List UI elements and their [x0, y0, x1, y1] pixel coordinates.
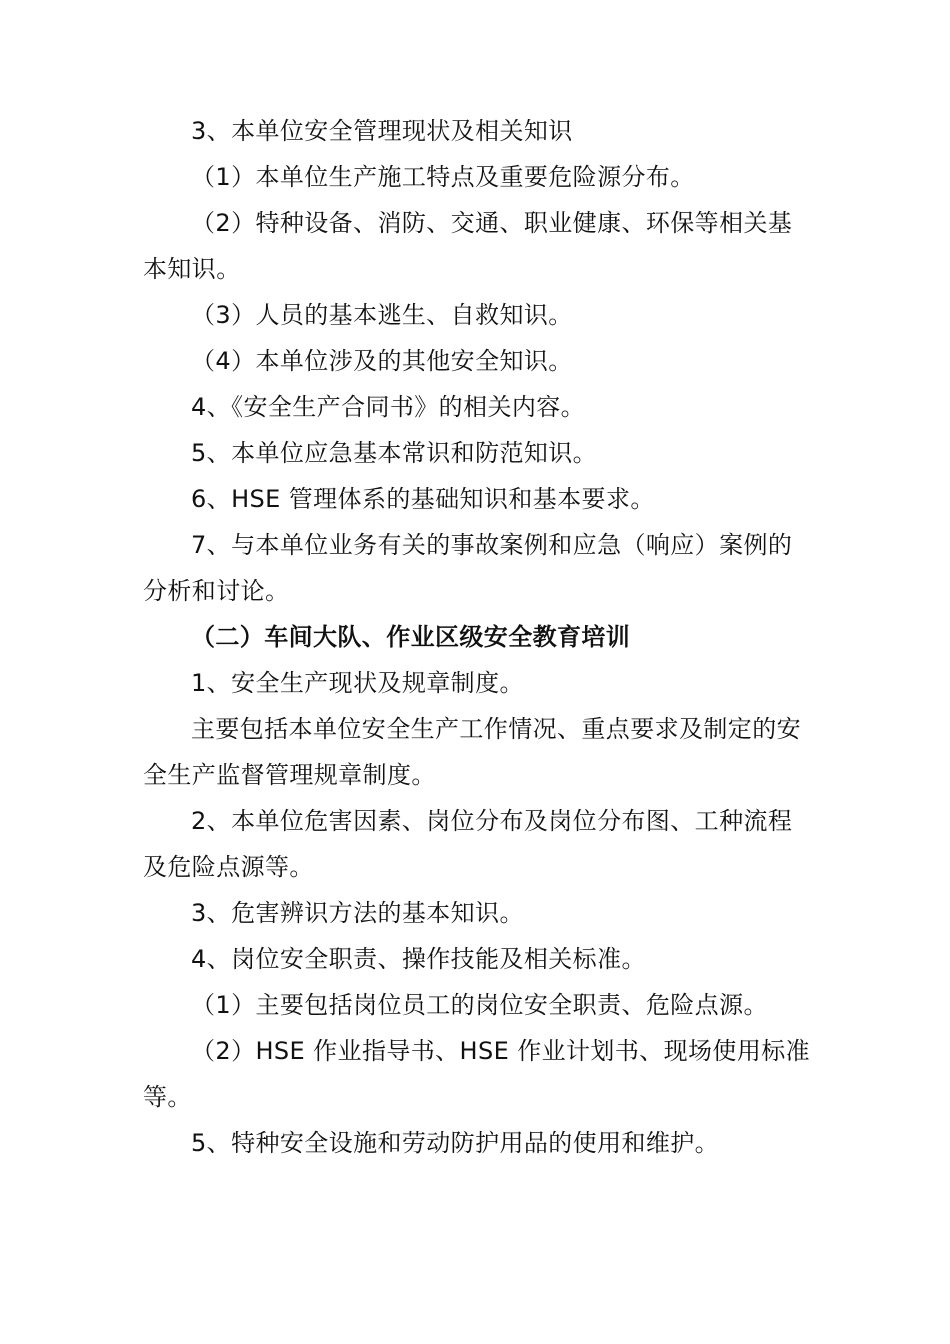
document-body	[143, 108, 811, 1166]
section-item-5: 5、本单位应急基本常识和防范知识。	[191, 439, 598, 467]
workshop-item-1: 1、安全生产现状及规章制度。	[191, 669, 524, 697]
section-item-6: 6、HSE 管理体系的基础知识和基本要求。	[191, 485, 655, 513]
workshop-sub-item-1: （1）主要包括岗位员工的岗位安全职责、危险点源。	[191, 991, 768, 1019]
section-item-7: 7、与本单位业务有关的事故案例和应急（响应）案例的分析和讨论。	[143, 531, 793, 605]
workshop-item-3: 3、危害辨识方法的基本知识。	[191, 899, 524, 927]
workshop-item-2: 2、本单位危害因素、岗位分布及岗位分布图、工种流程及危险点源等。	[143, 807, 793, 881]
workshop-item-1-detail: 主要包括本单位安全生产工作情况、重点要求及制定的安全生产监督管理规章制度。	[143, 715, 801, 789]
workshop-item-4: 4、岗位安全职责、操作技能及相关标准。	[191, 945, 646, 973]
section-item-3-title: 3、本单位安全管理现状及相关知识	[191, 117, 573, 145]
sub-item-2: （2）特种设备、消防、交通、职业健康、环保等相关基本知识。	[143, 209, 793, 283]
sub-item-1: （1）本单位生产施工特点及重要危险源分布。	[191, 163, 695, 191]
workshop-sub-item-2: （2）HSE 作业指导书、HSE 作业计划书、现场使用标准等。	[143, 1037, 811, 1111]
section-item-4: 4、《安全生产合同书》的相关内容。	[191, 393, 586, 421]
sub-item-4: （4）本单位涉及的其他安全知识。	[191, 347, 573, 375]
workshop-item-5: 5、特种安全设施和劳动防护用品的使用和维护。	[191, 1129, 720, 1157]
section-heading-2: （二）车间大队、作业区级安全教育培训	[191, 623, 631, 651]
sub-item-3: （3）人员的基本逃生、自救知识。	[191, 301, 573, 329]
